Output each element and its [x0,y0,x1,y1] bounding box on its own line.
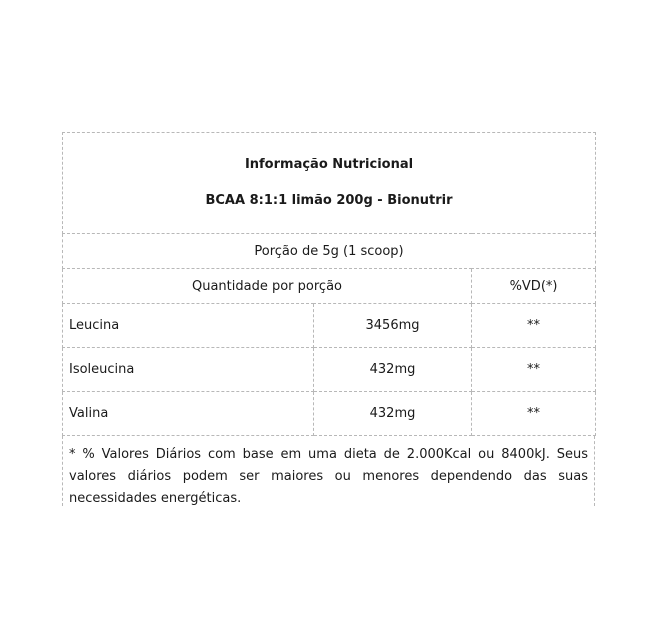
nutrient-name: Isoleucina [63,348,314,392]
nutrient-amount: 432mg [314,392,472,436]
product-name: BCAA 8:1:1 limão 200g - Bionutrir [205,193,453,208]
footnote: * % Valores Diários com base em uma dieta de 2.000Kcal ou 8400kJ. Seus valores diários podem ser maiores ou menores dependendo das suas necessidades energéticas. [62,436,595,506]
title-cell [63,133,596,234]
table-title: Informação Nutricional [244,157,414,172]
nutrient-dv: ** [472,304,596,348]
nutrient-amount: 432mg [314,348,472,392]
column-header-quantity: Quantidade por porção [63,269,472,304]
nutrient-name: Leucina [63,304,314,348]
nutrition-facts-panel [62,132,595,506]
nutrient-dv: ** [472,348,596,392]
nutrient-name: Valina [63,392,314,436]
table-row [63,392,596,436]
table-row [63,348,596,392]
column-header-dv: %VD(*) [472,269,596,304]
nutrient-dv: ** [472,392,596,436]
table-row [63,304,596,348]
nutrition-table [62,132,596,436]
portion-size: Porção de 5g (1 scoop) [63,234,596,269]
nutrient-amount: 3456mg [314,304,472,348]
